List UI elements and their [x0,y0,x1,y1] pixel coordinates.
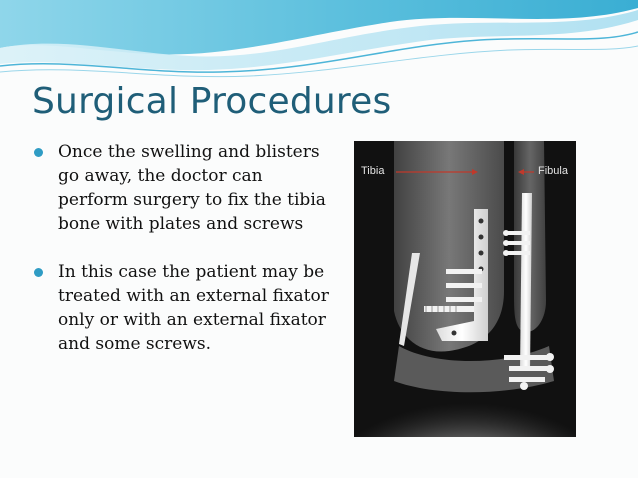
xray-label-tibia: Tibia [361,165,385,177]
bullet-text: In this case the patient may be treated with an external fixator only or with an external fixator and some screws. [58,262,329,354]
bullet-item-surgery [34,140,334,236]
decorative-top-wave [0,0,638,82]
xray-label-fibula: Fibula [538,165,568,177]
bullet-icon [34,268,43,277]
bullet-icon [34,148,43,157]
xray-illustration [354,141,576,437]
ankle-xray-image [354,141,576,437]
bullet-list [34,140,334,380]
bullet-text: Once the swelling and blisters go away, the doctor can perform surgery to fix the tibia bone with plates and screws [58,142,326,234]
slide-title: Surgical Procedures [32,81,392,122]
bullet-item-external-fixator [34,260,334,356]
